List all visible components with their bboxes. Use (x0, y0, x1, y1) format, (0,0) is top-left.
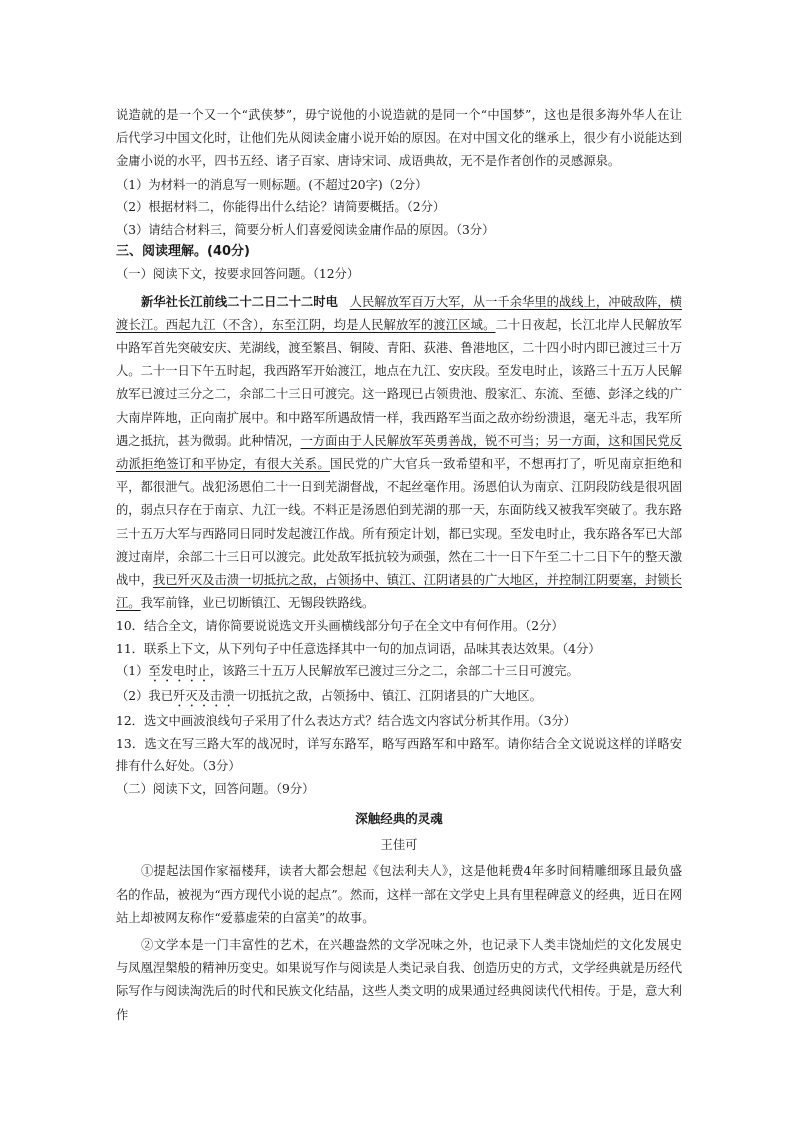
part1-instruction: （一）阅读下文，按要求回答问题。（12分） (116, 267, 360, 282)
news-lead-underlined: 人民解放军百万大军，从一千余华里的战线上，冲破敌阵，横渡长江。西起九江（不含），东至江阴，均是人民解放军的渡江区域。 (116, 294, 682, 332)
question-3: （3）请结合材料三，简要分析人们喜爱阅读金庸作品的原因。（3分） (116, 222, 495, 237)
news-body-wavy: 我已歼灭及击溃一切抵抗之敌，占领扬中、镇江、江阴诸县的广大地区，并控制江阴要塞，封锁长江。 (116, 573, 682, 611)
option-1-dotted-words: 至发电时止 (148, 664, 210, 679)
question-10: 10．结合全文，请你简要说说选文开头画横线部分句子在全文中有何作用。（2分） (116, 619, 564, 634)
question-12: 12．选文中画波浪线句子采用了什么表达方式？结合选文内容试分析其作用。（3分） (116, 714, 577, 729)
part2-instruction: （二）阅读下文，回答问题。（9分） (116, 781, 315, 796)
news-article (116, 290, 682, 616)
article-paragraph-1: ①提起法国作家福楼拜，读者大都会想起《包法利夫人》，这是他耗费4年多时间精雕细琢且最负盛名的作品，被视为“西方现代小说的起点”。然而，这样一部在文学史上具有里程碑意义的经典，近日在网站上却被网友称作“爱慕虚荣的白富美”的故事。 (116, 864, 682, 925)
question-11-option-1 (116, 660, 682, 685)
question-1: （1）为材料一的消息写一则标题。(不超过20字)（2分） (116, 177, 428, 192)
question-13: 13．选文在写三路大军的战况时，详写东路军，略写西路军和中路军。请你结合全文说说这样的详略安排有什么好处。（3分） (116, 736, 682, 774)
news-dateline: 新华社长江前线二十二日二十二时电 (141, 293, 338, 309)
news-body-1: 二十日夜起，长江北岸人民解放军中路军首先突破安庆、芜湖线，渡至繁昌、铜陵、青阳、荻港、鲁港地区，二十四小时内即已渡过三十万人。二十一日下午五时起，我西路军开始渡江，地点在九江、安庆段。至发电时止，该路三十五万人民解放军已渡过三分之二，余部二十三日可渡完。这一路现已占领贵池、殷家汇、东流、至德、彭泽之线的广大南岸阵地，正向南扩展中。和中路军所遇敌情一样，我西路军当面之敌亦纷纷溃退，毫无斗志，我军所遇之抵抗，甚为微弱。此种情况， (116, 317, 682, 448)
option-1-prefix: （1） (116, 664, 149, 679)
intro-paragraph: 说造就的是一个又一个“武侠梦”，毋宁说他的小说造就的是同一个“中国梦”，这也是很多海外华人在让后代学习中国文化时，让他们先从阅读金庸小说开始的原因。在对中国文化的继承上，很少有小说能达到金庸小说的水平，四书五经、诸子百家、唐诗宋词、成语典故，无不是作者创作的灵感源泉。 (116, 108, 682, 169)
article-title: 深触经典的灵魂 (355, 811, 443, 827)
option-2-rest: 一切抵抗之敌，占领扬中、镇江、江阴诸县的广大地区。 (234, 689, 542, 704)
news-body-2: 国民党的广大官兵一致希望和平，不想再打了，听见南京拒绝和平，都很泄气。战犯汤恩伯二十一日到芜湖督战，不起丝毫作用。汤恩伯认为南京、江阴段防线是很巩固的，弱点只存在于南京、九江一线。不料正是汤恩伯到芜湖的那一天，东面防线又被我军突破了。我东路三十五万大军与西路同日同时发起渡江作战。所有预定计划，都已实现。至发电时止，我东路各军已大部渡过南岸，余部二十三日可以渡完。此处敌军抵抗较为顽强，然在二十一日下午至二十二日下午的整天激战中， (116, 457, 682, 588)
question-11: 11．联系上下文，从下列句子中任意选择其中一句的加点词语，品味其表达效果。（4分） (116, 641, 601, 656)
article-author: 王佳可 (380, 838, 418, 853)
question-2: （2）根据材料二，你能得出什么结论？请简要概括。（2分） (116, 200, 446, 215)
option-2-prefix: （2）我已 (116, 689, 174, 704)
question-11-option-2 (116, 685, 682, 710)
exam-page (116, 104, 682, 1027)
option-2-dotted-words: 歼灭及击溃 (173, 689, 235, 704)
section-heading: 三、阅读理解。(40分) (116, 244, 250, 260)
news-body-3: 我军前锋，业已切断镇江、无锡段铁路线。 (140, 596, 375, 611)
article-paragraph-2: ②文学本是一门丰富性的艺术，在兴趣盎然的文学况味之外，也记录下人类丰饶灿烂的文化发展史与凤凰涅槃般的精神历变史。如果说写作与阅读是人类记录自我、创造历史的方式，文学经典就是历经代际写作与阅读淘洗后的时代和民族文化结晶，这些人类文明的成果通过经典阅读代代相传。于是，意大利作 (116, 938, 682, 1022)
news-body-underlined: 一方面由于人民解放军英勇善战，锐不可当；另一方面，这和国民党反动派拒绝签订和平协定，有很大关系。 (116, 433, 682, 472)
option-1-rest: ，该路三十五万人民解放军已渡过三分之二，余部二十三日可渡完。 (209, 664, 579, 679)
